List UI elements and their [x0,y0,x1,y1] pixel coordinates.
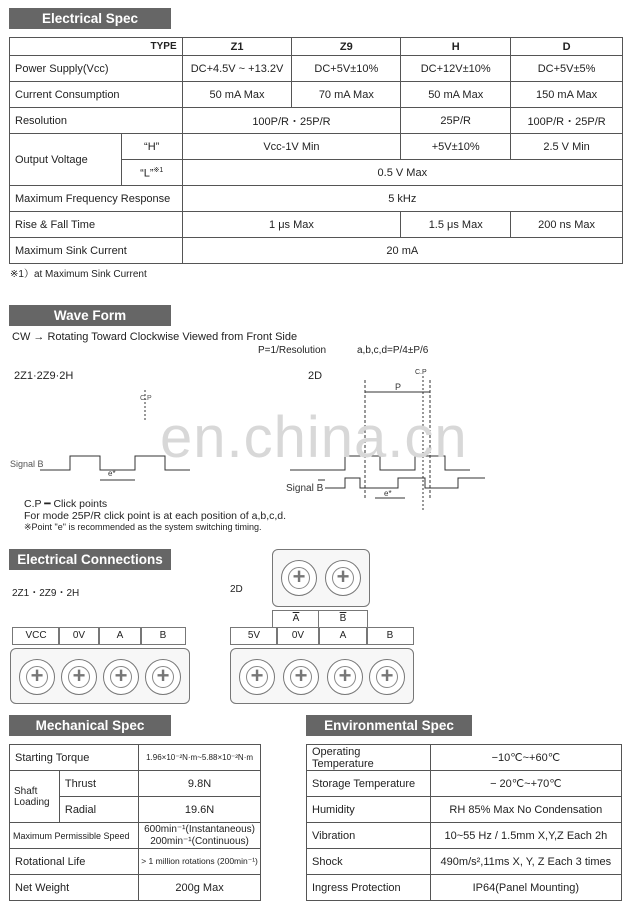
power-supply-z9: DC+5V±10% [292,56,401,82]
screw-icon [103,659,139,695]
screw-icon [239,659,275,695]
watermark: en.china.cn [160,405,468,470]
type-d: D [511,38,623,56]
right-terminal-block [230,648,414,704]
starting-torque-label: Starting Torque [10,745,139,771]
env-label: Storage Temperature [307,771,431,797]
current-z1: 50 mA Max [182,82,292,108]
left-terminal-block [10,648,190,704]
mode-note: For mode 25P/R click point is at each position of a,b,c,d. [24,510,287,522]
env-label: Operating Temperature [307,745,431,771]
electrical-spec-header: Electrical Spec [9,8,171,29]
point-e-note: ※Point "e" is recommended as the system switching timing. [24,522,262,532]
p-label: P [395,382,402,392]
wave-form-header: Wave Form [9,305,171,326]
right-signal-b-trace [325,478,485,488]
terminal-label-b: B [140,627,186,645]
screw-icon [327,659,363,695]
output-h-d: 2.5 V Min [511,134,623,160]
sink-label: Maximum Sink Current [10,238,183,264]
right-terminal-label-a: A [318,627,368,645]
current-h: 50 mA Max [401,82,511,108]
env-label: Shock [307,849,431,875]
power-supply-d: DC+5V±5% [511,56,623,82]
right-terminal-label-5v: 5V [230,627,278,645]
net-weight-label: Net Weight [10,875,139,901]
mechanical-spec-table [9,744,261,901]
env-value: IP64(Panel Mounting) [430,875,621,901]
environmental-spec-header: Environmental Spec [306,715,472,736]
current-z9: 70 mA Max [292,82,401,108]
output-h-h: +5V±10% [401,134,511,160]
conn-right-label: 2D [230,584,243,595]
rotational-life-value: > 1 million rotations (200min⁻¹) [139,849,261,875]
rise-fall-label: Rise & Fall Time [10,212,183,238]
thrust-value: 9.8N [139,771,261,797]
power-supply-label: Power Supply(Vcc) [10,56,183,82]
electrical-connections-header: Electrical Connections [9,549,171,570]
resolution-d: 100P/R・25P/R [511,108,623,134]
radial-value: 19.6N [139,797,261,823]
shaft-loading-label: Shaft Loading [10,771,60,823]
terminal-label-vcc: VCC [12,627,60,645]
right-signal-b-label: Signal B [286,483,324,494]
env-value: 10~55 Hz / 1.5mm X,Y,Z Each 2h [430,823,621,849]
screw-icon [19,659,55,695]
right-terminal-label-b: B [366,627,414,645]
left-e-label: e* [108,469,116,478]
screw-icon [369,659,405,695]
type-h: H [401,38,511,56]
power-supply-h: DC+12V±10% [401,56,511,82]
screw-icon [283,659,319,695]
electrical-spec-table [9,37,623,264]
env-value: −10℃~+60℃ [430,745,621,771]
terminal-label-a: A [98,627,142,645]
net-weight-value: 200g Max [139,875,261,901]
environmental-spec-table [306,744,622,901]
resolution-z1z9: 100P/R・25P/R [182,108,401,134]
screw-icon [61,659,97,695]
right-top-terminal-block [272,549,370,607]
current-label: Current Consumption [10,82,183,108]
max-speed-value [139,823,261,849]
resolution-h: 25P/R [401,108,511,134]
left-signal-b-label: Signal B [10,459,44,469]
radial-label: Radial [59,797,138,823]
output-h-label: “H” [121,134,182,160]
wave-left-label: 2Z1·2Z9·2H [14,370,74,382]
current-d: 150 mA Max [511,82,623,108]
thrust-label: Thrust [59,771,138,797]
rise-fall-h: 1.5 μs Max [401,212,511,238]
max-freq-label: Maximum Frequency Response [10,186,183,212]
max-speed-instant: 600min⁻¹(Instantaneous) [144,823,255,835]
left-cp-label: C.P [140,395,152,402]
output-l-note: ※1 [153,166,164,174]
starting-torque-value: 1.96×10⁻²N·m~5.88×10⁻²N·m [139,745,261,771]
env-label: Vibration [307,823,431,849]
type-z9: Z9 [292,38,401,56]
rotational-life-label: Rotational Life [10,849,139,875]
cw-line: CW → Rotating Toward Clockwise Viewed from Front Side [12,331,298,343]
max-speed-label: Maximum Permissible Speed [10,823,139,849]
env-label: Ingress Protection [307,875,431,901]
output-l-all: 0.5 V Max [182,160,622,186]
p-definition: P=1/Resolution [258,345,327,356]
output-l-label: “L”$^{※1}$ [121,160,182,186]
wave-right-label: 2D [308,370,323,382]
abcd-definition: a,b,c,d=P/4±P/6 [357,345,429,356]
output-h-z1z9: Vcc-1V Min [182,134,401,160]
sink-value: 20 mA [182,238,622,264]
conn-left-label: 2Z1・2Z9・2H [12,588,80,599]
cp-note: C.P ━ Click points [24,498,108,510]
right-e-label: e* [384,489,392,498]
env-value: − 20℃~+70℃ [430,771,621,797]
top-label-a-bar: $\overline{A}$ [272,610,319,628]
resolution-label: Resolution [10,108,183,134]
rise-fall-z1z9: 1 μs Max [182,212,401,238]
mechanical-spec-header: Mechanical Spec [9,715,171,736]
max-freq-value: 5 kHz [182,186,622,212]
rise-fall-d: 200 ns Max [511,212,623,238]
env-label: Humidity [307,797,431,823]
power-supply-z1: DC+4.5V ~ +13.2V [182,56,292,82]
top-label-b-bar: $\overline{B}$ [318,610,368,628]
terminal-label-0v: 0V [58,627,100,645]
env-value: 490m/s²,11ms X, Y, Z Each 3 times [430,849,621,875]
output-voltage-label: Output Voltage [10,134,122,186]
max-speed-continuous: 200min⁻¹(Continuous) [150,835,249,847]
screw-icon [325,560,361,596]
right-cp-label: C.P [415,369,427,376]
right-terminal-label-0v: 0V [276,627,320,645]
electrical-footnote: ※1）at Maximum Sink Current [10,269,147,280]
screw-icon [281,560,317,596]
env-value: RH 85% Max No Condensation [430,797,621,823]
type-header: TYPE [10,38,183,56]
screw-icon [145,659,181,695]
type-z1: Z1 [182,38,292,56]
